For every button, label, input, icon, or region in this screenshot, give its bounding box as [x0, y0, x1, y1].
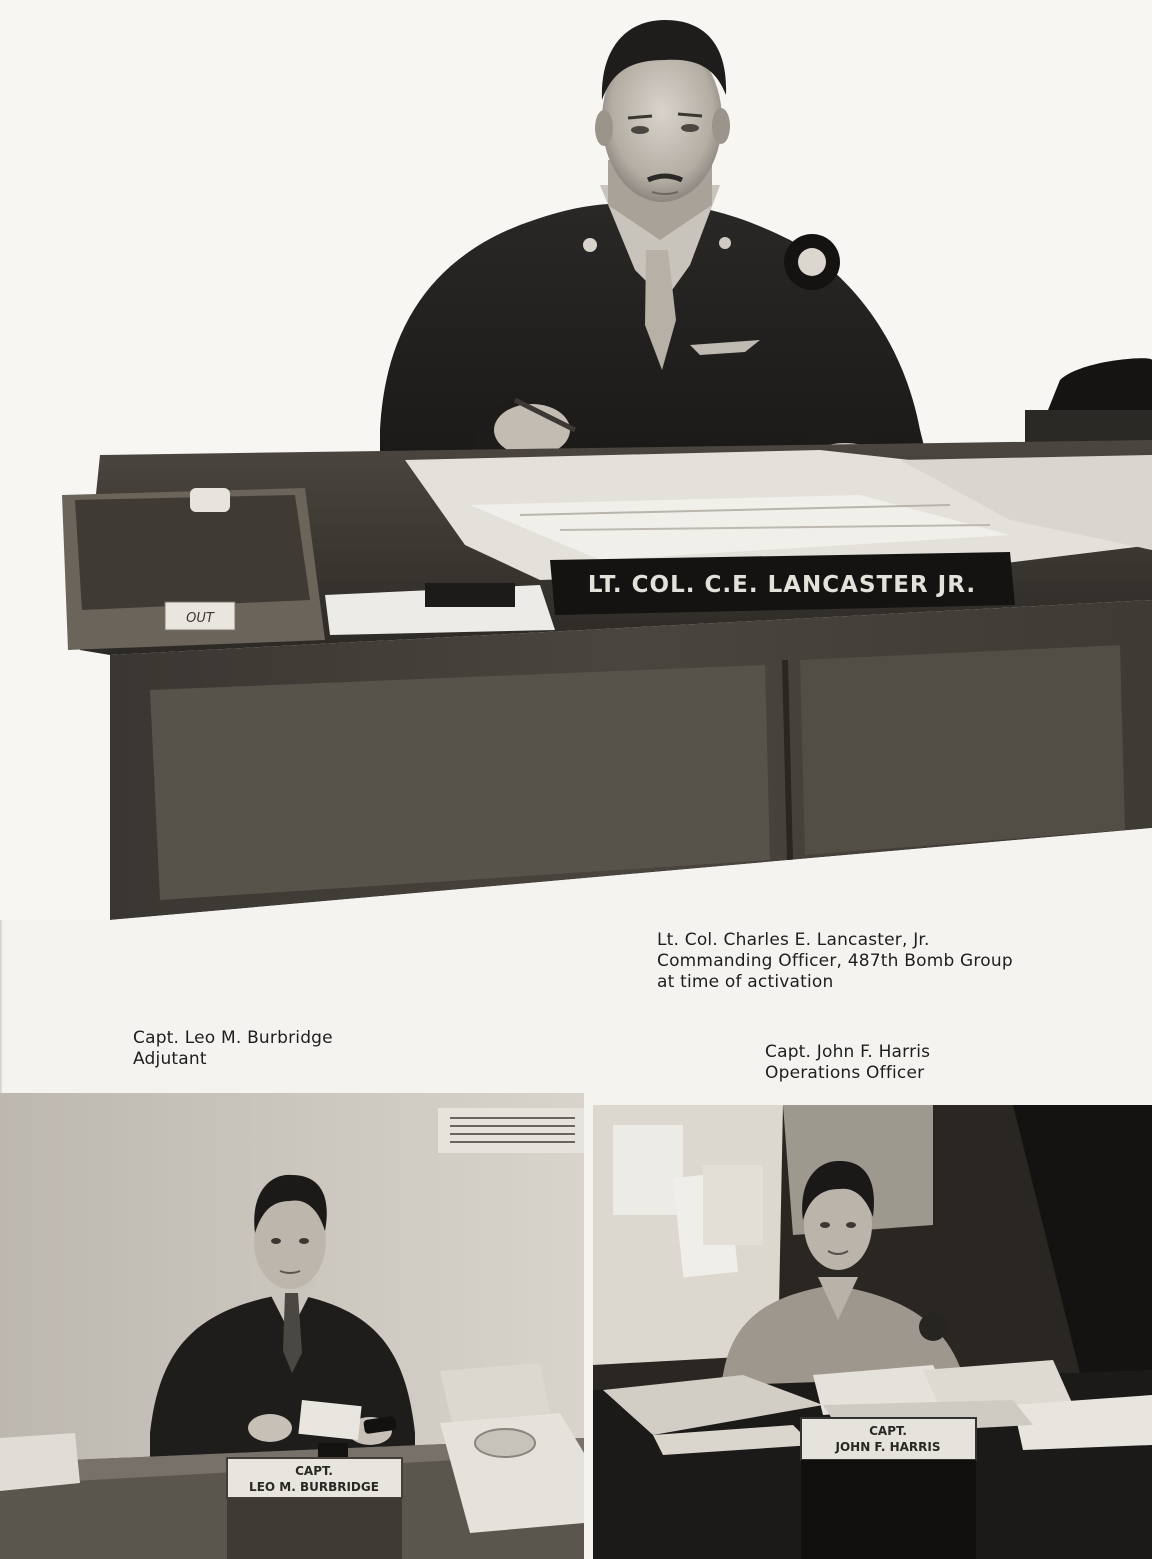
caption-main-line-2: Commanding Officer, 487th Bomb Group: [657, 951, 1013, 971]
caption-left-line-2: Adjutant: [133, 1049, 207, 1069]
photo-operations-officer-image: [593, 1105, 1152, 1559]
caption-operations-officer: [765, 1042, 930, 1084]
left-nameplate-line-1: CAPT.: [295, 1464, 333, 1478]
photo-operations-officer: [593, 1105, 1152, 1559]
caption-left-line-1: Capt. Leo M. Burbridge: [133, 1028, 333, 1048]
out-tray-label: OUT: [186, 611, 214, 626]
caption-main-line-3: at time of activation: [657, 972, 834, 992]
right-nameplate-line-1: CAPT.: [869, 1424, 907, 1438]
left-nameplate-line-2: LEO M. BURBRIDGE: [249, 1480, 379, 1494]
caption-right-line-2: Operations Officer: [765, 1063, 925, 1083]
photo-adjutant: [0, 1093, 584, 1559]
photo-adjutant-image: [0, 1093, 584, 1559]
caption-commanding-officer: [657, 930, 1013, 993]
caption-right-line-1: Capt. John F. Harris: [765, 1042, 931, 1062]
caption-adjutant: [133, 1028, 333, 1070]
right-nameplate-line-2: JOHN F. HARRIS: [835, 1440, 941, 1454]
main-nameplate-text: LT. COL. C.E. LANCASTER JR.: [587, 572, 977, 598]
caption-main-line-1: Lt. Col. Charles E. Lancaster, Jr.: [657, 930, 930, 950]
